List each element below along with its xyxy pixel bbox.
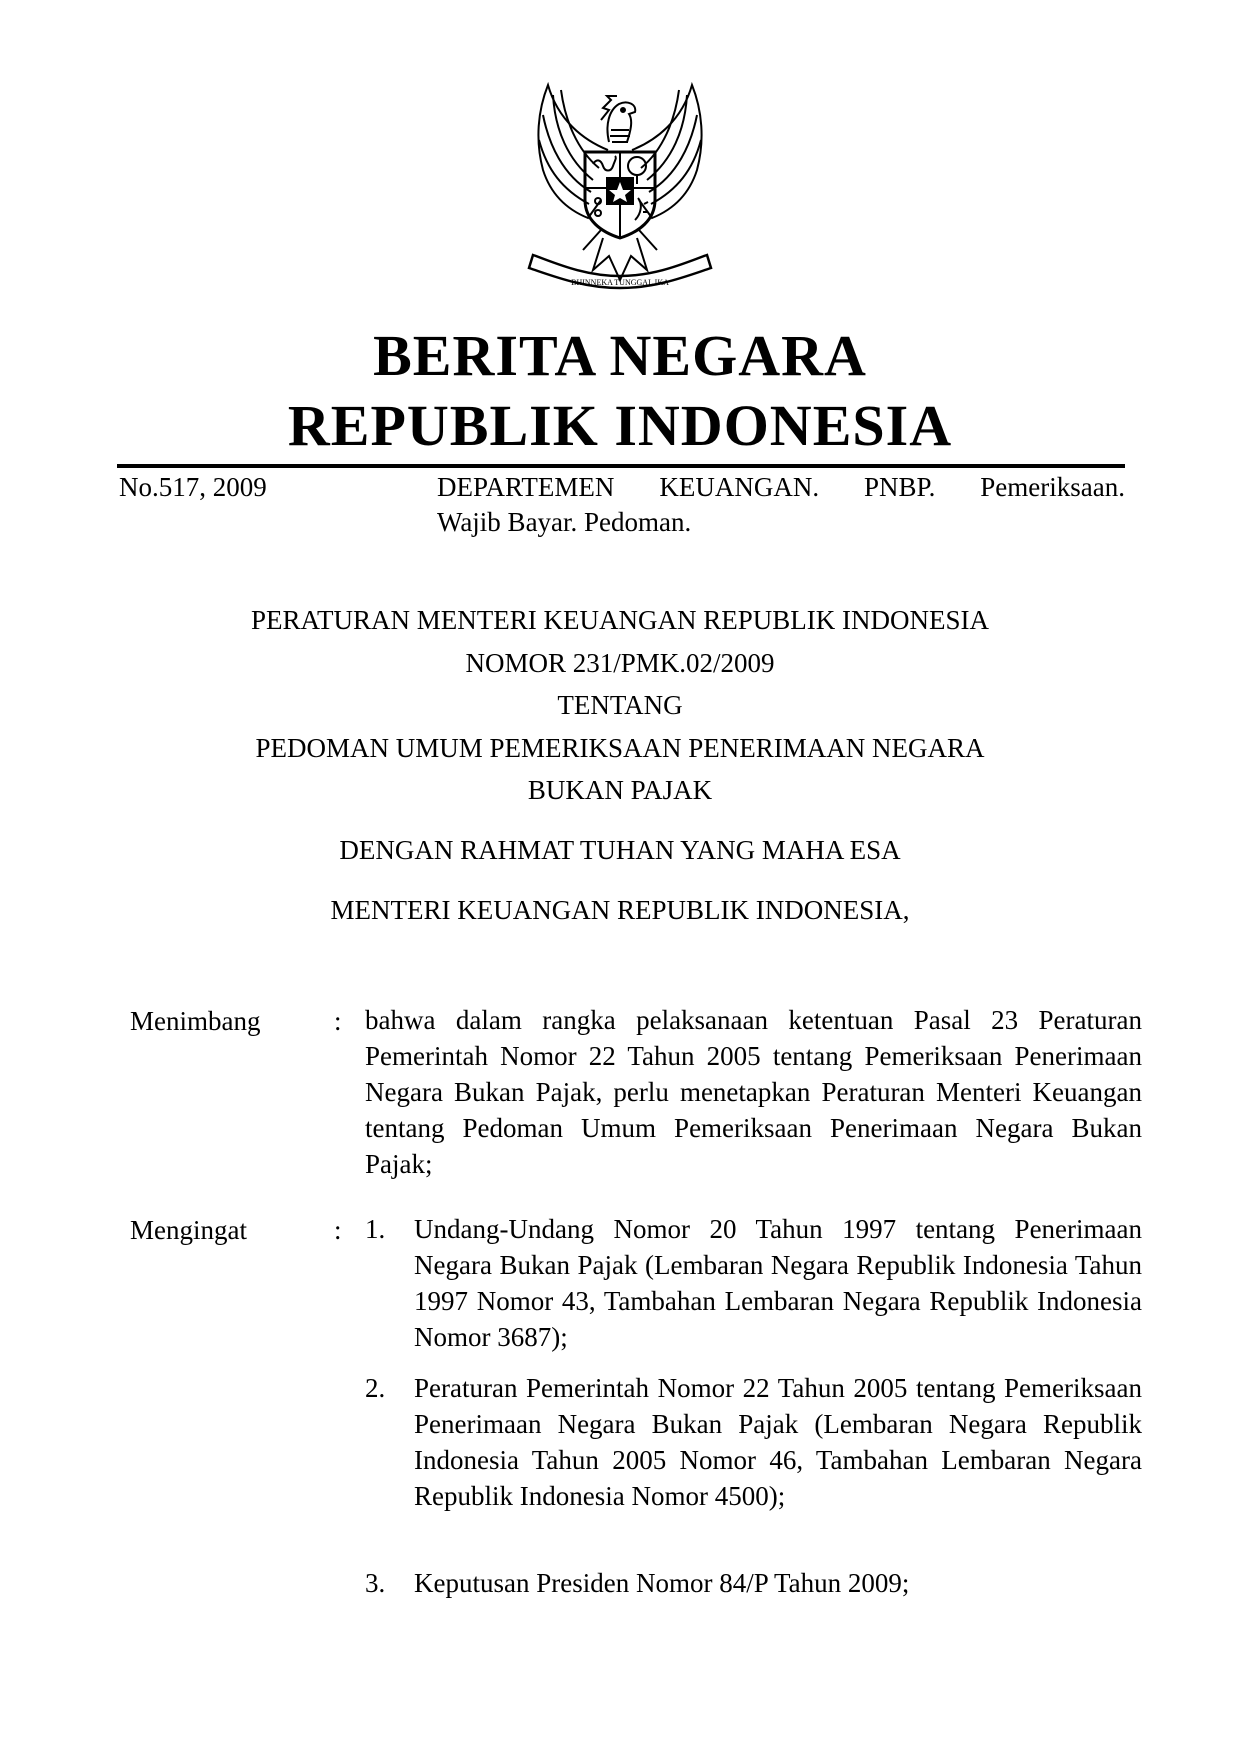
regulation-number: NOMOR 231/PMK.02/2009 xyxy=(465,648,775,678)
regulation-subject-line1: PEDOMAN UMUM PEMERIKSAAN PENERIMAAN NEGARA xyxy=(255,733,985,763)
mengingat-item-2-number: 2. xyxy=(365,1373,386,1403)
regulation-subject-line2: BUKAN PAJAK xyxy=(527,775,713,805)
garuda-emblem-graphic xyxy=(513,80,727,300)
menimbang-text: bahwa dalam rangka pelaksanaan ketentuan Pasal 23 Peraturan Pemerintah Nomor 22 Tahun 2005 tentang Pemeriksaan Penerimaan Negara Bukan Pajak, perlu menetapkan Peraturan Menteri Keuangan tentang Pedoman Umum Pemeriksaan Penerimaan Negara Bukan Pajak; xyxy=(365,1005,1142,1179)
masthead-rule xyxy=(117,464,1125,468)
menimbang-colon: : xyxy=(334,1006,342,1036)
menimbang-label: Menimbang xyxy=(130,1006,261,1036)
mengingat-item-1-number: 1. xyxy=(365,1214,386,1244)
masthead-title-line1: BERITA NEGARA xyxy=(373,323,867,388)
gazette-number: No.517, 2009 xyxy=(119,472,267,502)
regulation-invocation: DENGAN RAHMAT TUHAN YANG MAHA ESA xyxy=(339,835,901,865)
mengingat-item-1-text: Undang-Undang Nomor 20 Tahun 1997 tentang Penerimaan Negara Bukan Pajak (Lembaran Negara Republik Indonesia Tahun 1997 Nomor 43, Tambahan Lembaran Negara Republik Indonesia Nomor 3687); xyxy=(414,1214,1142,1352)
regulation-tentang: TENTANG xyxy=(557,690,683,720)
gazette-subject-line1: DEPARTEMEN KEUANGAN. PNBP. Pemeriksaan. xyxy=(437,472,1125,502)
emblem-motto: BHINNEKA TUNGGAL IKA xyxy=(571,278,669,287)
mengingat-item-2-text: Peraturan Pemerintah Nomor 22 Tahun 2005 tentang Pemeriksaan Penerimaan Negara Bukan Pajak (Lembaran Negara Republik Indonesia Tahun 2005 Nomor 46, Tambahan Lembaran Negara Republik Indonesia Nomor 4500); xyxy=(414,1373,1142,1511)
mengingat-item-3-text: Keputusan Presiden Nomor 84/P Tahun 2009; xyxy=(414,1568,910,1598)
regulation-title: PERATURAN MENTERI KEUANGAN REPUBLIK INDONESIA xyxy=(251,605,989,635)
garuda-pancasila-emblem xyxy=(513,80,727,300)
mengingat-label: Mengingat xyxy=(130,1215,247,1245)
mengingat-colon: : xyxy=(334,1215,342,1245)
gazette-subject-line2: Wajib Bayar. Pedoman. xyxy=(437,507,692,537)
regulation-authority: MENTERI KEUANGAN REPUBLIK INDONESIA, xyxy=(330,895,910,925)
masthead-title-line2: REPUBLIK INDONESIA xyxy=(287,393,953,458)
mengingat-item-3-number: 3. xyxy=(365,1568,386,1598)
